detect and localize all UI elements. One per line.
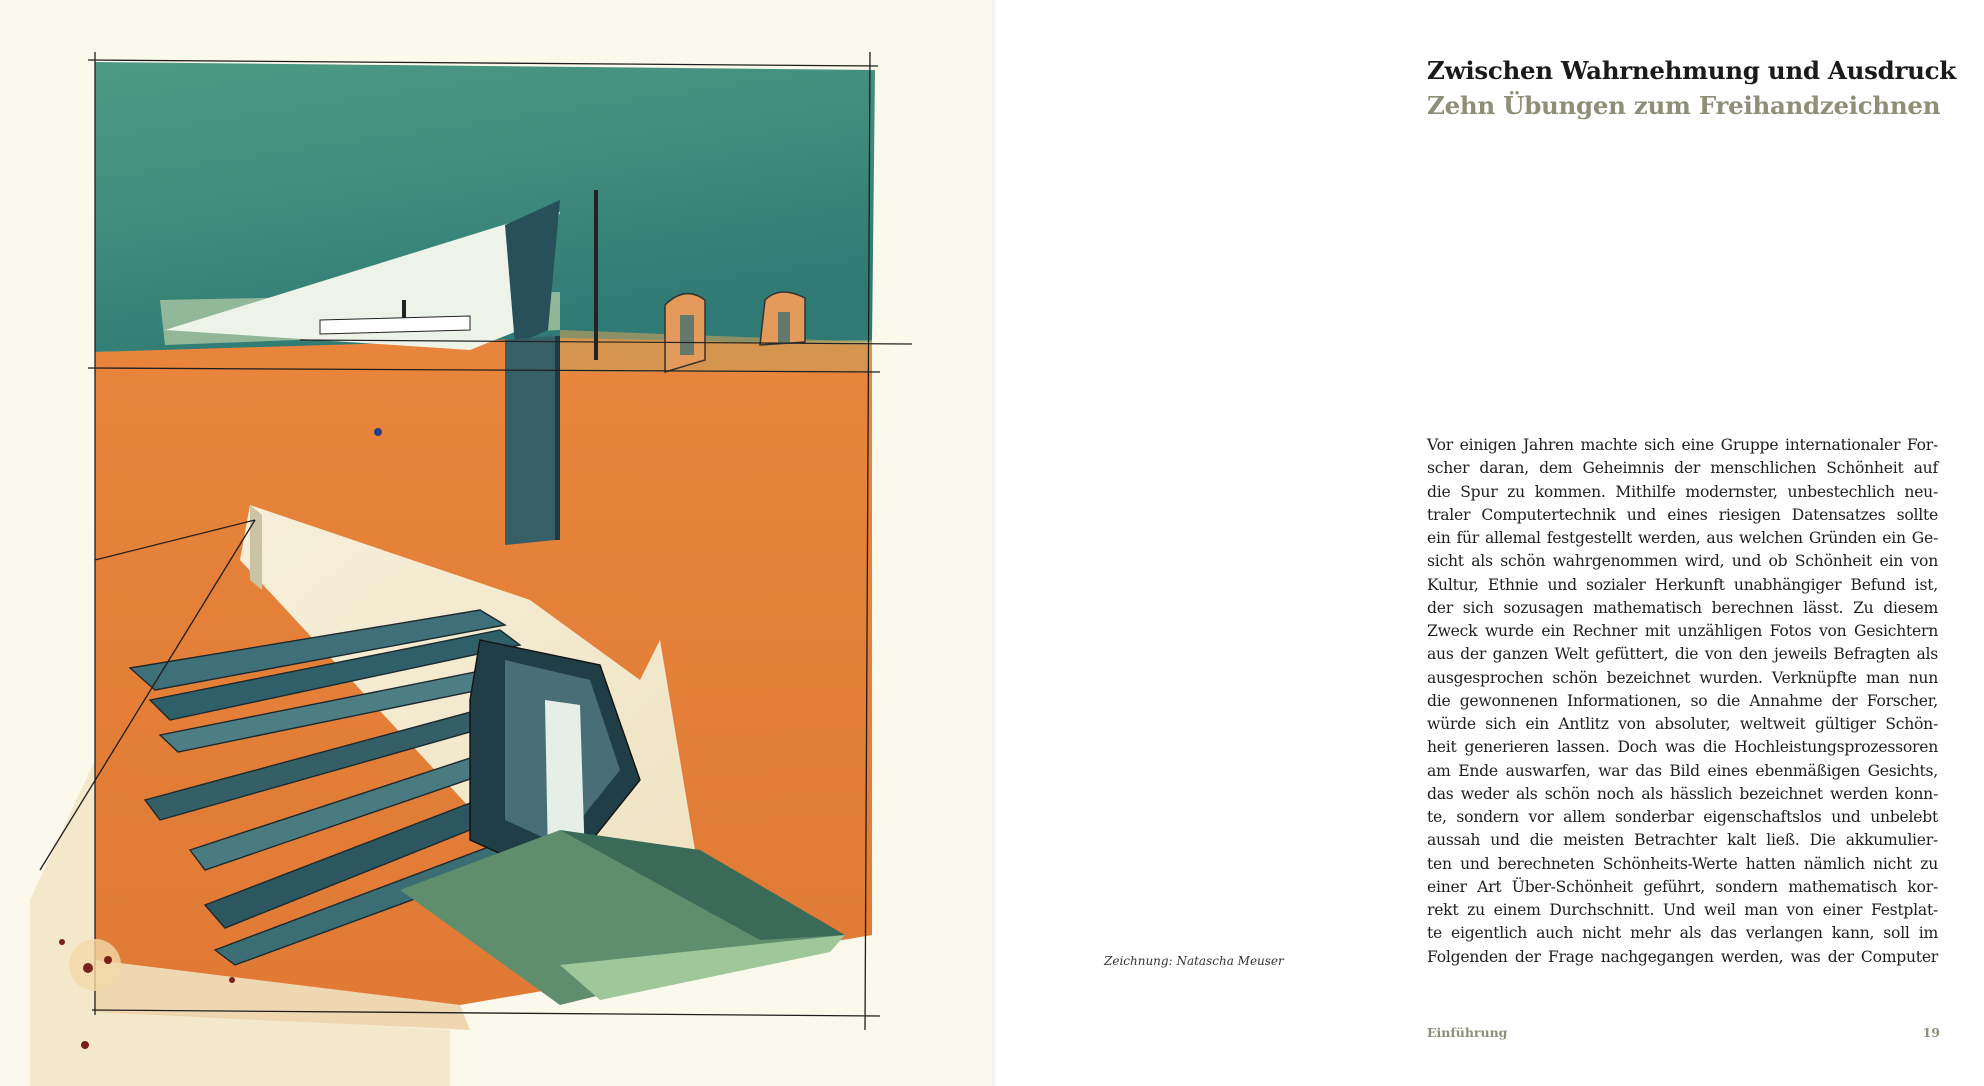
body-line: Kultur, Ethnie und sozialer Herkunft unabhängiger Befund ist, [1427,575,1938,594]
body-line: rekt zu einem Durchschnitt. Und weil man von einer Festplat- [1427,901,1938,919]
body-line: ein für allemal festgestellt werden, aus welchen Gründen ein Ge- [1427,529,1938,547]
body-line: einer Art Über-Schönheit geführt, sondern mathematisch kor- [1427,877,1938,896]
body-line: das weder als schön noch als hässlich bezeichnet werden konn- [1427,784,1938,803]
body-line: te eigentlich auch nicht mehr als das verlangen kann, soll im [1427,924,1938,943]
body-line: te, sondern vor allem sonderbar eigenschaftslos und unbelebt [1427,808,1938,826]
body-line: Folgenden der Frage nachgegangen werden, was der Computer [1427,947,1938,966]
body-line: würde sich ein Antlitz von absoluter, weltweit gültiger Schön- [1427,715,1938,733]
body-line: Zweck wurde ein Rechner mit unzähligen Fotos von Gesichtern [1427,622,1938,640]
footer-section-label: Einführung [1427,1025,1508,1040]
body-line: sicht als schön wahrgenommen wird, und ob Schönheit ein von [1427,552,1938,571]
body-line: traler Computertechnik und eines riesigen Datensatzes sollte [1427,505,1938,524]
body-line: der sich sozusagen mathematisch berechnen lässt. Zu diesem [1427,598,1938,617]
body-line: aussah und die meisten Betrachter kalt ließ. Die akkumulier- [1427,831,1938,850]
body-line: heit generieren lassen. Doch was die Hochleistungsprozessoren [1427,738,1938,757]
page-title: Zwischen Wahrnehmung und Ausdruck [1427,56,1956,85]
page-number: 19 [1922,1025,1940,1040]
book-gutter [992,0,998,1086]
body-line: Vor einigen Jahren machte sich eine Gruppe internationaler For- [1427,436,1938,454]
page-subtitle: Zehn Übungen zum Freihandzeichnen [1427,91,1941,120]
body-line: ausgesprochen schön bezeichnet wurden. Verknüpfte man nun [1427,668,1938,687]
body-line: am Ende auswarfen, war das Bild eines ebenmäßigen Gesichts, [1427,761,1938,780]
body-line: scher daran, dem Geheimnis der menschlichen Schönheit auf [1427,459,1938,478]
body-line: aus der ganzen Welt gefüttert, die von den jeweils Befragten als [1427,645,1938,664]
body-line: ten und berechneten Schönheits-Werte hatten nämlich nicht zu [1427,854,1938,873]
illustration-caption: Zeichnung: Natascha Meuser [1104,954,1284,968]
body-line: die Spur zu kommen. Mithilfe modernster, unbestechlich neu- [1427,482,1938,501]
body-line: die gewonnenen Informationen, so die Annahme der Forscher, [1427,691,1938,710]
body-text [1427,434,1938,969]
